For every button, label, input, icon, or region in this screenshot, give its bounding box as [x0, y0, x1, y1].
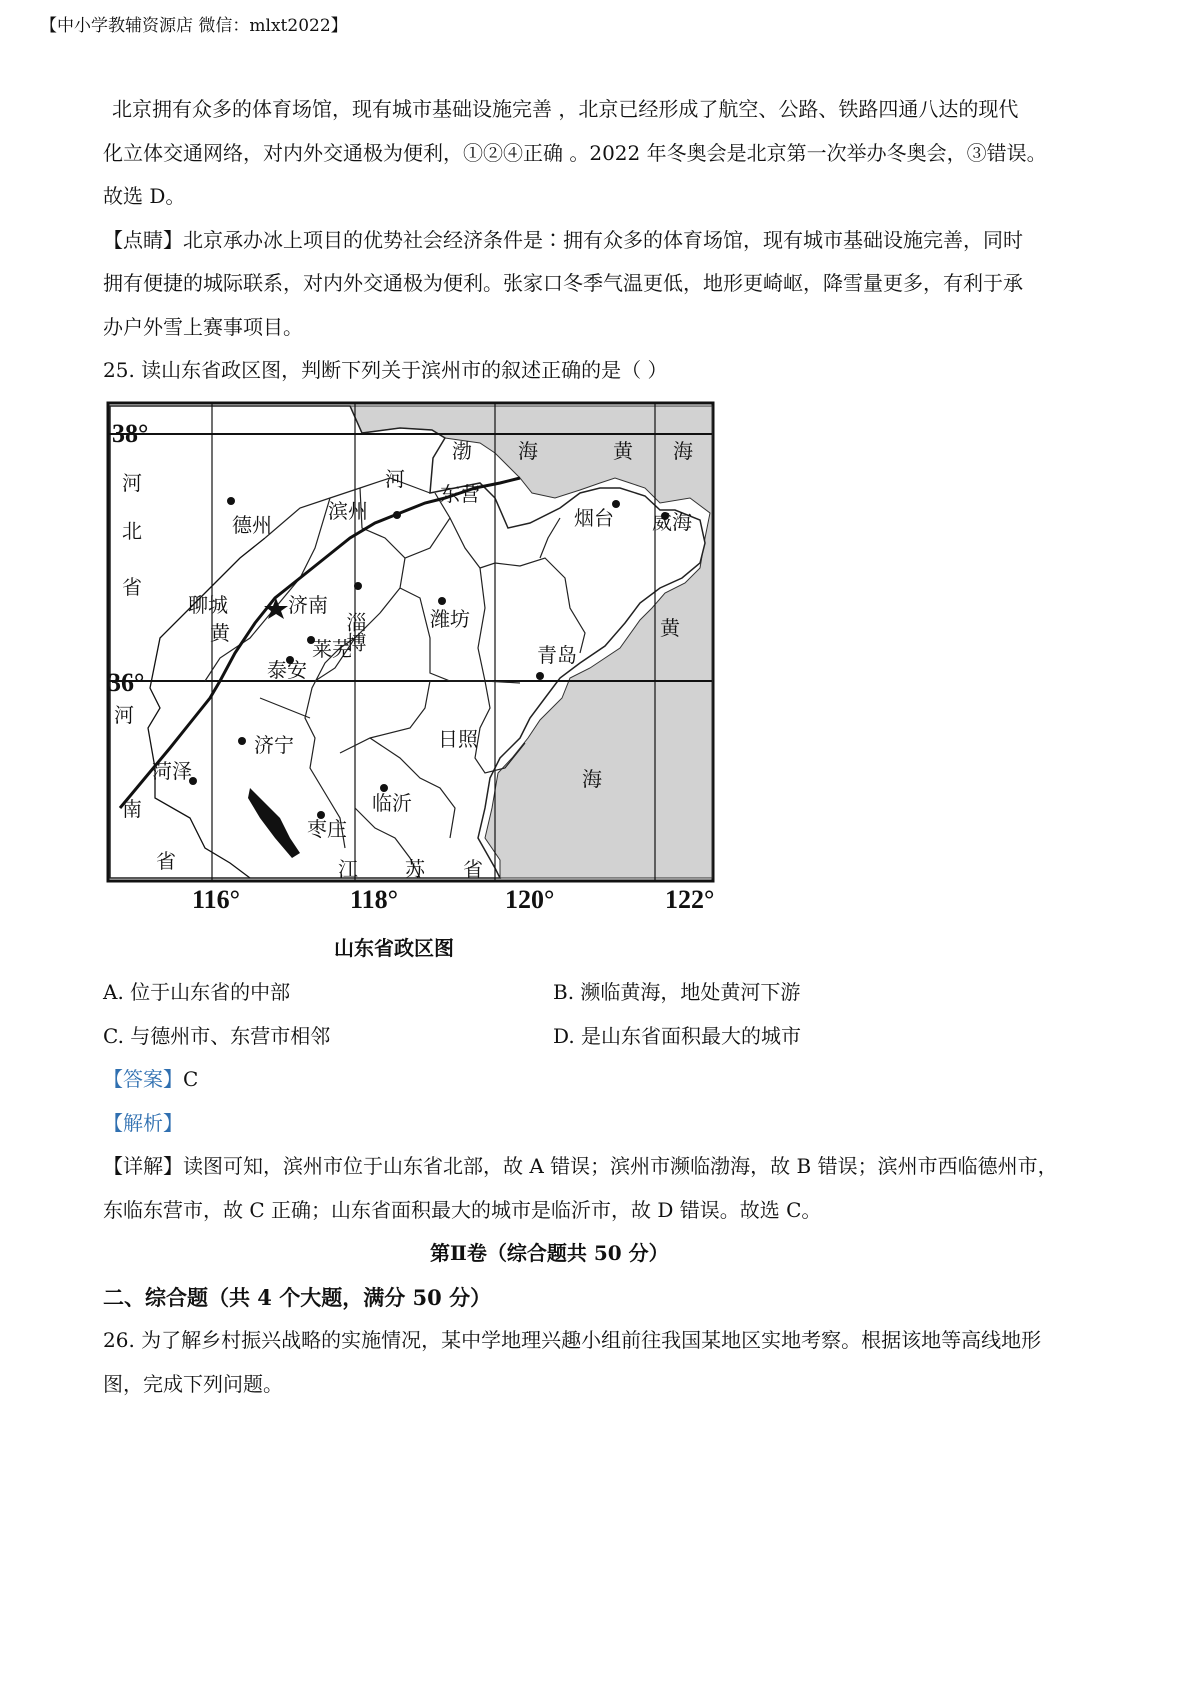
answer-tag: 【答案】: [103, 1067, 183, 1091]
province-label-he-2: 河: [114, 703, 134, 727]
note-line-3: 办户外雪上赛事项目。: [103, 315, 303, 339]
part2-title: 第Ⅱ卷（综合题共 50 分）: [430, 1241, 669, 1265]
sea-label-hai-3: 海: [582, 767, 602, 791]
section-heading: 二、综合题（共 4 个大题，满分 50 分）: [103, 1285, 492, 1310]
city-label-taian: 泰安: [267, 658, 307, 682]
answer-line: [103, 1067, 198, 1092]
sea-label-huang-1: 黄: [613, 439, 633, 463]
question-25-stem: 25. 读山东省政区图，判断下列关于滨州市的叙述正确的是（ ）: [103, 358, 668, 382]
answer-value: C: [183, 1067, 199, 1091]
city-label-qingdao: 青岛: [537, 643, 577, 667]
option-c: C. 与德州市、东营市相邻: [103, 1024, 331, 1048]
city-label-rizhao: 日照: [438, 727, 478, 751]
question-26-line-1: 26. 为了解乡村振兴战略的实施情况，某中学地理兴趣小组前往我国某地区实地考察。根据该地等高线地形: [103, 1328, 1042, 1352]
city-label-heze: 菏泽: [152, 759, 192, 783]
map-caption: 山东省政区图: [334, 936, 454, 960]
sea-label-huang-2: 黄: [660, 616, 680, 640]
city-label-laiwu: 莱芜: [312, 637, 352, 661]
city-label-zibo: 淄博: [343, 612, 367, 652]
option-d: D. 是山东省面积最大的城市: [553, 1024, 802, 1048]
sea-label-bo: 渤: [452, 439, 472, 463]
option-a: A. 位于山东省的中部: [103, 980, 291, 1004]
note-line-1: 【点睛】北京承办冰上项目的优势社会经济条件是∶拥有众多的体育场馆，现有城市基础设施完善，同时: [103, 228, 1023, 252]
prev-answer-line-2: 化立体交通网络，对内外交通极为便利，①②④正确 。2022 年冬奥会是北京第一次举办冬奥会，③错误。: [103, 141, 1047, 165]
prev-answer-line-3: 故选 D。: [103, 184, 186, 208]
province-label-bei: 北: [122, 519, 142, 543]
city-label-weifang: 潍坊: [430, 607, 470, 631]
city-label-liaocheng: 聊城: [188, 593, 228, 617]
city-label-binzhou: 滨州: [328, 499, 368, 523]
shandong-map: [100, 398, 730, 920]
lon-label-116: 116°: [192, 885, 240, 914]
province-label-su: 苏: [405, 857, 425, 881]
lon-label-122: 122°: [665, 885, 715, 914]
option-b: B. 濒临黄海，地处黄河下游: [553, 980, 801, 1004]
sea-label-hai-2: 海: [673, 439, 693, 463]
city-label-yantai: 烟台: [574, 506, 614, 530]
province-label-jiang: 江: [338, 857, 358, 881]
prev-answer-line-1: 北京拥有众多的体育场馆，现有城市基础设施完善 ，北京已经形成了航空、公路、铁路四通八达的现代: [112, 97, 1019, 121]
analysis-tag: 【解析】: [103, 1111, 183, 1135]
city-label-jining: 济宁: [254, 733, 294, 757]
detail-line-1: 【详解】读图可知，滨州市位于山东省北部，故 A 错误；滨州市濒临渤海，故 B 错误；滨州市西临德州市，: [103, 1154, 1058, 1178]
city-label-zaozhuang: 枣庄: [307, 817, 347, 841]
note-line-2: 拥有便捷的城际联系，对内外交通极为便利。张家口冬季气温更低，地形更崎岖，降雪量更多，有利于承: [103, 271, 1023, 295]
lat-label-38: 38°: [112, 419, 149, 448]
city-label-linyi: 临沂: [372, 791, 412, 815]
detail-line-2: 东临东营市，故 C 正确；山东省面积最大的城市是临沂市，故 D 错误。故选 C。: [103, 1198, 822, 1222]
sea-label-hai-1: 海: [518, 439, 538, 463]
lon-label-118: 118°: [350, 885, 398, 914]
province-label-sheng-1: 省: [122, 575, 142, 599]
city-label-dongying: 东营: [440, 482, 480, 506]
river-label-huang: 黄: [210, 621, 230, 645]
question-26-line-2: 图，完成下列问题。: [103, 1372, 283, 1396]
header-store-label: 【中小学教辅资源店 微信：mlxt2022】: [40, 16, 348, 36]
province-label-nan: 南: [122, 797, 142, 821]
city-label-dezhou: 德州: [232, 513, 272, 537]
province-label-sheng-2: 省: [156, 849, 176, 873]
lat-label-36: 36°: [108, 668, 145, 697]
province-label-he-1: 河: [122, 471, 142, 495]
city-label-weihai: 威海: [652, 510, 692, 534]
river-label-he: 河: [385, 467, 405, 491]
lon-label-120: 120°: [505, 885, 555, 914]
province-label-sheng-3: 省: [463, 857, 483, 881]
city-label-jinan: 济南: [288, 593, 328, 617]
